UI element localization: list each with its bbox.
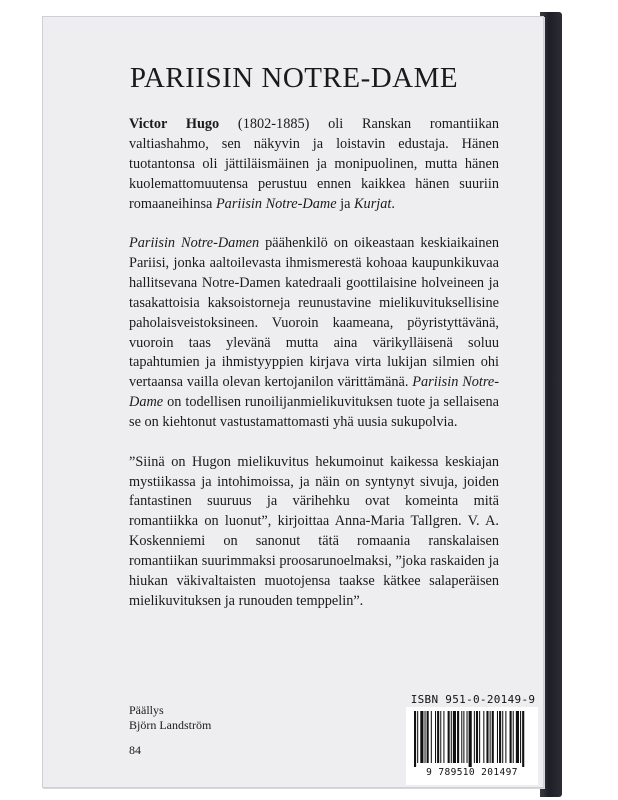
isbn-text: ISBN 951-0-20149-9 bbox=[410, 693, 536, 706]
barcode-bar bbox=[483, 711, 484, 763]
barcode-bar bbox=[448, 711, 450, 763]
barcode-bar bbox=[497, 711, 498, 763]
barcode-bar bbox=[427, 711, 429, 763]
barcode-bar bbox=[457, 711, 459, 763]
paragraph-novel: Pariisin Notre-Damen päähenkilö on oikeastaan keskiaikainen Pariisi, jonka aaltoilevasta ihmismerestä kohoaa kaupunkikuvaa hallitsevana Notre-Damen katedraali goottilaisine holveineen ja tasakattoisia kaksoistorneja reunustavine mielikuvituksellisine paholaisveistoksineen. Vuoroin kaameana, pöyristyttävänä, vuoroin taas ylevänä mutta aina värikylläisenä soluu tapahtumien ja ihmistyyppien kirjava virta lukijan silmien ohi vertaansa vailla olevan kertojanilon värittämänä. Pariisin Notre-Dame on todellisen runoilijanmielikuvituksen tuote ja sellaisena se on kiehtonut vastustamattomasti yhä uusia sukupolvia. bbox=[129, 235, 499, 431]
barcode-bar bbox=[425, 711, 426, 763]
barcode-bar bbox=[467, 711, 468, 763]
book-back-cover bbox=[42, 16, 544, 788]
barcode-bar bbox=[490, 711, 491, 763]
barcode-bar bbox=[520, 711, 521, 763]
barcode-bar bbox=[502, 711, 503, 763]
barcode-bar bbox=[469, 711, 472, 767]
barcode-bar bbox=[476, 711, 478, 763]
barcode-bar bbox=[443, 711, 444, 763]
paragraph-quote: ”Siinä on Hugon mielikuvitus hekumoinut kaikessa keskiajan mystiikassa ja intohimoissa, ja näin on syntynyt sivuja, joiden fantastinen suuruus ja värihehku ovat komeinta mitä romantiikka on luonut”, kirjoittaa Anna-Maria Tallgren. V. A. Koskenniemi on sanonut tätä romaania ranskalaisen romantiikan suurimmaksi proosarunoelmaksi, ”joka raskaiden ja hiukan väkivaltaisten muotojensa taakse kätkee salaperäisen mielikuvituksen ja runouden temppelin”. bbox=[129, 453, 499, 609]
barcode-bar bbox=[463, 711, 464, 763]
barcode-bar bbox=[435, 711, 436, 763]
barcode-bar bbox=[431, 711, 432, 763]
book-title: PARIISIN NOTRE-DAME bbox=[129, 62, 459, 94]
author-name: Victor Hugo bbox=[129, 116, 220, 132]
barcode-bar bbox=[440, 711, 441, 763]
barcode-bar bbox=[451, 711, 452, 763]
barcode-bars bbox=[414, 711, 530, 767]
barcode-bar bbox=[499, 711, 501, 763]
barcode-bar bbox=[414, 711, 416, 767]
paragraph-author: Victor Hugo (1802-1885) oli Ranskan romantiikan valtiashahmo, sen näkyvin ja loistavin edustaja. Hänen tuotantonsa oli jättiläismäinen ja monipuolinen, mutta hänen kuolemattomuutensa perustuu ennen kaikkea hänen suuriin romaaneihinsa Pariisin Notre-Dame ja Kurjat. bbox=[129, 116, 499, 212]
barcode-bar bbox=[522, 711, 524, 767]
barcode-number: 9 789510 201497 bbox=[426, 767, 518, 778]
credits-label: Päällys bbox=[129, 703, 164, 717]
barcode bbox=[406, 707, 538, 785]
barcode-bar bbox=[479, 711, 480, 763]
credits-designer: Björn Landström bbox=[129, 718, 212, 732]
barcode-bar bbox=[453, 711, 456, 763]
blurb-text bbox=[129, 115, 499, 631]
barcode-bar bbox=[513, 711, 514, 763]
catalog-number: 84 bbox=[129, 743, 141, 757]
cover-credits bbox=[129, 703, 211, 733]
barcode-bar bbox=[510, 711, 512, 763]
barcode-bar bbox=[420, 711, 423, 763]
barcode-bar bbox=[461, 711, 462, 763]
barcode-bar bbox=[474, 711, 475, 763]
barcode-bar bbox=[417, 711, 418, 763]
barcode-bar bbox=[505, 711, 506, 763]
barcode-bar bbox=[486, 711, 488, 763]
barcode-bar bbox=[437, 711, 439, 763]
barcode-bar bbox=[492, 711, 494, 763]
barcode-bar bbox=[516, 711, 519, 763]
